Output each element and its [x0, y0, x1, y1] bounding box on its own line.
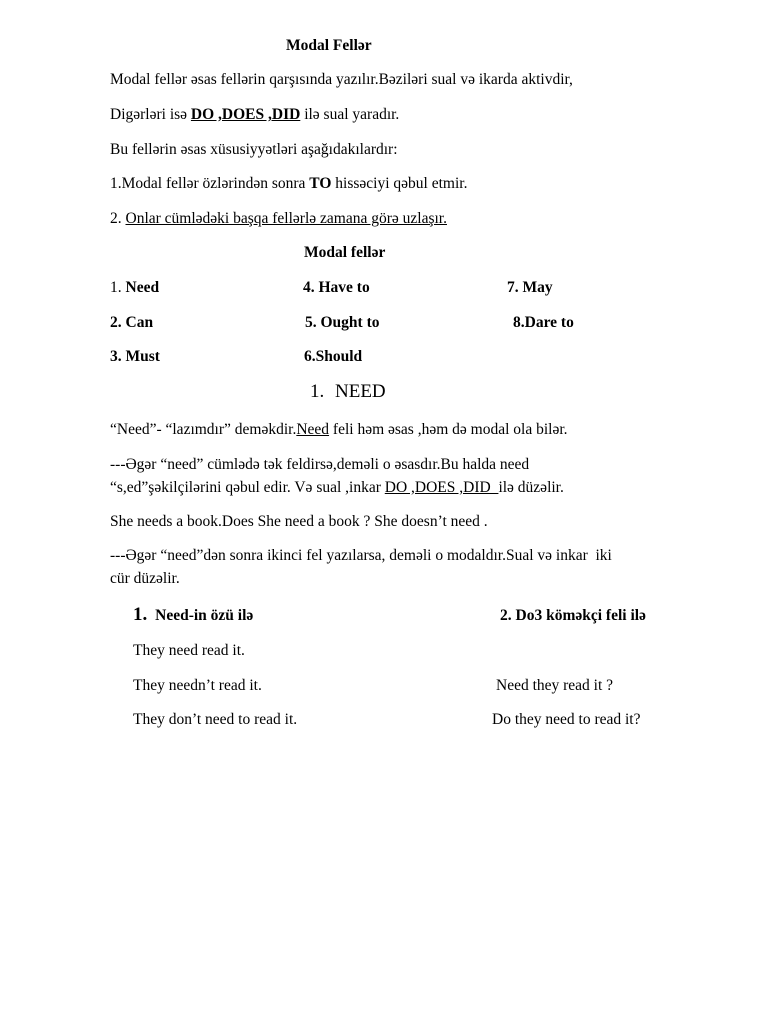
column-2-heading: 2. Do3 köməkçi feli ilə — [500, 607, 646, 624]
intro-line-1: Modal fellər əsas fellərin qarşısında yazılır.Bəziləri sual və ikarda aktivdir, — [110, 71, 573, 88]
column-1-number: 1. — [133, 604, 148, 625]
modal-list-item: 6.Should — [304, 348, 363, 365]
to-emphasis: TO — [309, 175, 332, 192]
point-1-pre: 1.Modal fellər özlərindən sonra — [110, 175, 310, 192]
point-2-text: Onlar cümlədəki başqa fellərlə zamana görə uzlaşır. — [125, 210, 447, 227]
modal-list-item: 4. Have to — [303, 279, 370, 296]
intro-line-2 — [110, 105, 399, 125]
intro-line-2-post: ilə sual yaradır. — [300, 106, 400, 123]
column-1-row: They needn’t read it. — [133, 677, 262, 694]
need-modal-line-2: cür düzəlir. — [110, 570, 180, 587]
point-1-post: hissəciyi qəbul etmir. — [331, 175, 468, 192]
modal-list-item: 2. Can — [110, 314, 154, 331]
intro-line-2-pre: Digərləri isə — [110, 106, 191, 123]
need-modal-line-1: ---Əgər “need”dən sonra ikinci fel yazılarsa, deməli o modaldır.Sual və inkar iki — [110, 547, 612, 564]
column-1-heading — [133, 605, 253, 626]
column-1-row: They need read it. — [133, 642, 245, 659]
modal-list-item: 1. Need — [110, 279, 160, 296]
need-example: She needs a book.Does She need a book ? She doesn’t need . — [110, 513, 488, 530]
modal-list-item: 3. Must — [110, 348, 160, 365]
need-main-verb-line-2: “s,ed”şəkilçilərini qəbul edir. Və sual ,inkar DO ,DOES ,DID ilə düzəlir. — [110, 479, 564, 496]
need-section-title: NEED — [335, 381, 386, 402]
modal-list-heading: Modal fellər — [304, 244, 386, 261]
feature-point-1 — [110, 174, 467, 194]
page-title: Modal Fellər — [286, 37, 372, 54]
need-section-number: 1. — [310, 381, 325, 402]
column-1-title: Need-in özü ilə — [155, 607, 254, 624]
column-1-row: They don’t need to read it. — [133, 711, 298, 728]
need-section-heading — [310, 382, 386, 402]
intro-line-3: Bu fellərin əsas xüsusiyyətləri aşağıdakılardır: — [110, 141, 398, 158]
modal-list-item: 8.Dare to — [513, 314, 574, 331]
modal-list-item: 5. Ought to — [305, 314, 380, 331]
modal-list-item: 7. May — [507, 279, 553, 296]
need-main-verb-line-1: ---Əgər “need” cümlədə tək feldirsə,deməli o əsasdır.Bu halda need — [110, 456, 530, 473]
column-2-row: Do they need to read it? — [492, 711, 641, 728]
feature-point-2 — [110, 209, 447, 229]
point-2-num: 2. — [110, 210, 126, 227]
do-does-did-underlined: DO ,DOES ,DID — [384, 479, 499, 496]
column-2-row: Need they read it ? — [496, 677, 614, 694]
do-does-did-emphasis: DO ,DOES ,DID — [190, 106, 301, 123]
need-underlined-word: Need — [296, 421, 330, 438]
need-definition: “Need”- “lazımdır” deməkdir.Need feli həm əsas ,həm də modal ola bilər. — [110, 421, 568, 438]
